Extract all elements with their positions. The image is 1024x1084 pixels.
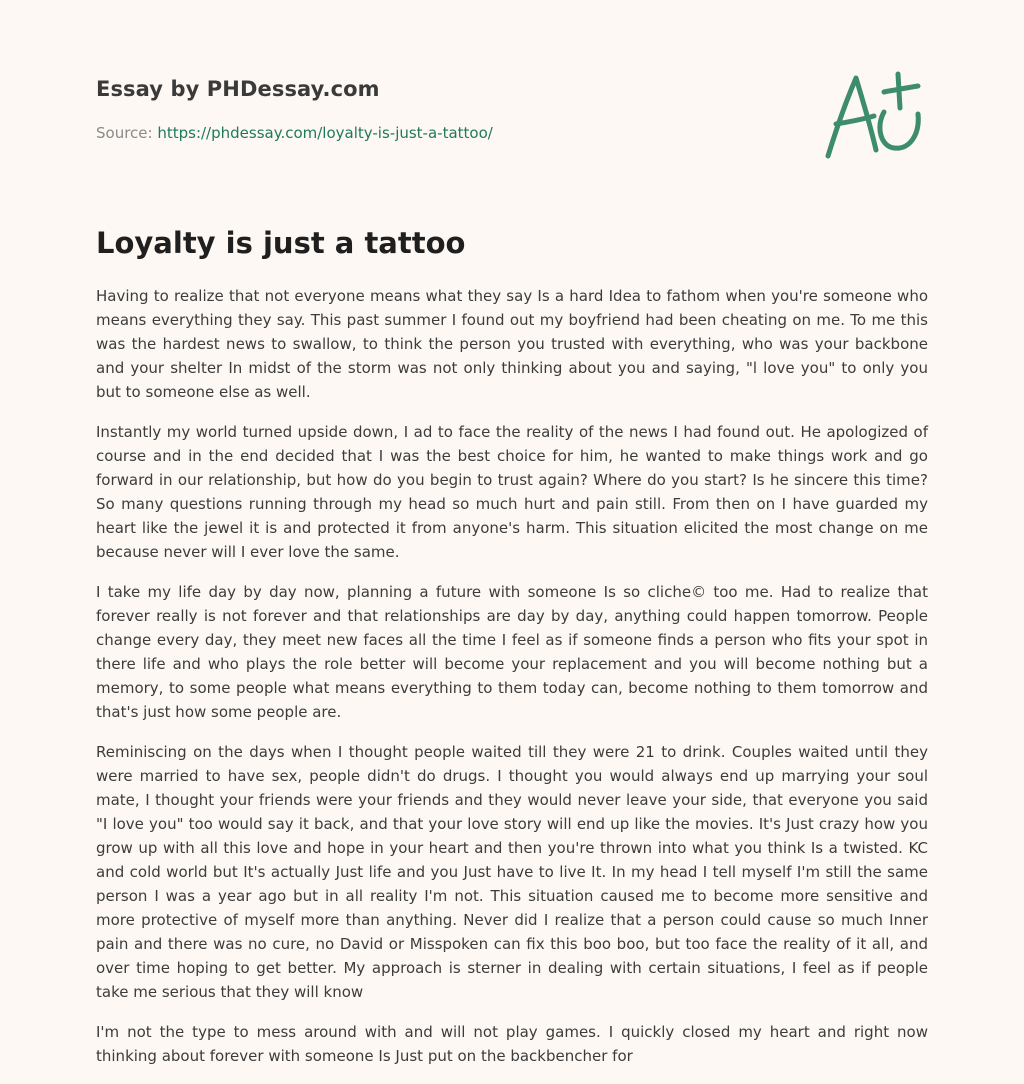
a-plus-grade-icon [822,68,928,164]
essay-paragraph: Having to realize that not everyone means what they say Is a hard Idea to fathom when you're someone who means everything they say. This past summer I found out my boyfriend had been cheating on me. To me this was the hardest news to swallow, to think the person you trusted with everything, who was your backbone and your shelter In midst of the storm was not only thinking about you and saying, "l love you" to only you but to someone else as well. [96,287,928,401]
source-label: Source: [96,124,158,142]
source-link[interactable]: https://phdessay.com/loyalty-is-just-a-tattoo/ [157,124,493,142]
essay-title: Loyalty is just a tattoo [96,226,466,260]
essay-paragraph: Instantly my world turned upside down, I ad to face the reality of the news I had found out. He apologized of course and in the end decided that I was the best choice for him, he wanted to make things work and go forward in our relationship, but how do you begin to trust again? Where do you start? Is he sincere this time? So many questions running through my head so much hurt and pain still. From then on I have guarded my heart like the jewel it is and protected it from anyone's harm. This situation elicited the most change on me because never will I ever love the same. [96,423,928,561]
source-line [96,124,493,142]
essay-paragraph: I'm not the type to mess around with and will not play games. I quickly closed my heart and right now thinking about forever with someone Is Just put on the backbencher for [96,1023,928,1065]
essay-body [96,284,928,1084]
essay-paragraph: I take my life day by day now, planning a future with someone Is so cliche© too me. Had to realize that forever really is not forever and that relationships are day by day, anything could happen tomorrow. People change every day, they meet new faces all the time I feel as if someone finds a person who fits your spot in there life and who plays the role better will become your replacement and you will become nothing but a memory, to some people what means everything to them today can, become nothing to them tomorrow and that's just how some people are. [96,583,928,721]
essay-paragraph: Reminiscing on the days when I thought people waited till they were 21 to drink. Couples waited until they were married to have sex, people didn't do drugs. I thought you would always end up marrying your soul mate, I thought your friends were your friends and they would never leave your side, that everyone you said "I love you" too would say it back, and that your love story will end up like the movies. It's Just crazy how you grow up with all this love and hope in your heart and then you're thrown into what you think Is a twisted. KC and cold world but It's actually Just life and you Just have to live It. In my head I tell myself I'm still the same person I was a year ago but in all reality I'm not. This situation caused me to become more sensitive and more protective of myself more than anything. Never did I realize that a person could cause so much Inner pain and there was no cure, no David or Misspoken can fix this boo boo, but too face the reality of it all, and over time hoping to get better. My approach is sterner in dealing with certain situations, I feel as if people take me serious that they will know [96,743,928,1001]
site-brand: Essay by PHDessay.com [96,77,380,101]
page-header [96,0,928,200]
